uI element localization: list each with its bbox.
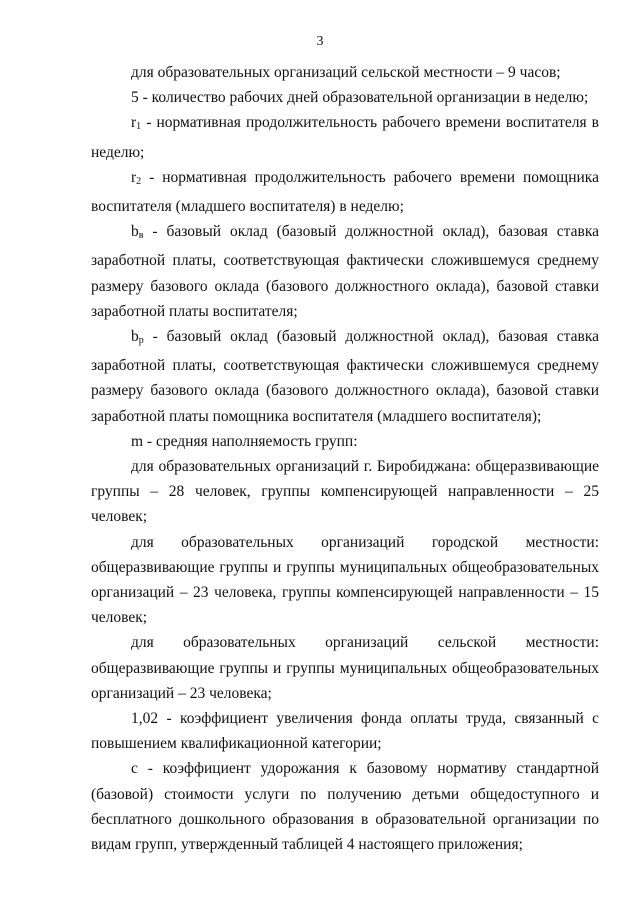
symbol-subscript: р	[138, 335, 144, 347]
paragraph	[91, 630, 599, 706]
paragraph-text: - нормативная продолжительность рабочего времени воспитателя в неделю;	[91, 114, 599, 161]
symbol: b	[131, 223, 139, 241]
paragraph-text: - базовый оклад (базовый должностной оклад), базовая ставка заработной платы, соответствующая фактически сложившемуся среднему размеру базового оклада (базового должностного оклада), базовой ставки заработной платы воспитателя;	[91, 223, 599, 320]
paragraph-text: - базовый оклад (базовый должностной оклад), базовая ставка заработной платы, соответствующая фактически сложившемуся среднему размеру базового оклада (базового должностного оклада), базовой ставки заработной платы помощника воспитателя (младшего воспитателя);	[91, 328, 599, 425]
symbol: b	[131, 328, 139, 346]
document-body	[91, 60, 599, 857]
paragraph	[91, 454, 599, 530]
paragraph-text: для образовательных организаций сельской местности: общеразвивающие группы и группы муниципальных общеобразовательных организаций – 23 человека;	[91, 634, 599, 702]
paragraph	[91, 429, 599, 454]
paragraph-text: m - средняя наполняемость групп:	[131, 432, 358, 450]
paragraph-br-definition	[91, 324, 599, 429]
page-number: 3	[316, 34, 324, 49]
paragraph-text: - нормативная продолжительность рабочего времени помощника воспитателя (младшего воспитателя) в неделю;	[91, 168, 599, 216]
symbol-subscript: 1	[136, 121, 142, 133]
paragraph	[91, 756, 599, 857]
paragraph	[91, 530, 599, 631]
symbol: r	[131, 114, 137, 132]
paragraph-text: 1,02 - коэффициент увеличения фонда оплаты труда, связанный с повышением квалификационной категории;	[91, 710, 599, 753]
symbol: r	[131, 168, 137, 186]
paragraph-text: 5 - количество рабочих дней образовательной организации в неделю;	[131, 89, 589, 107]
symbol-subscript: 2	[136, 175, 142, 187]
paragraph-bv-definition	[91, 219, 599, 324]
paragraph-text: для образовательных организаций сельской местности – 9 часов;	[131, 64, 561, 81]
paragraph	[91, 60, 599, 85]
paragraph	[91, 85, 599, 110]
paragraph-text: с - коэффициент удорожания к базовому нормативу стандартной (базовой) стоимости услуги по получению детьми общедоступного и бесплатного дошкольного образования в образовательной организации по видам групп, утвержденный таблицей 4 настоящего приложения;	[91, 760, 599, 854]
paragraph-r1-definition	[91, 110, 599, 164]
symbol-subscript: в	[138, 230, 144, 242]
paragraph-text: для образовательных организаций городской местности: общеразвивающие группы и группы муниципальных общеобразовательных организаций – 23 человека, группы компенсирующей направленности – 15 человек;	[91, 533, 599, 627]
paragraph	[91, 706, 599, 756]
paragraph-r2-definition	[91, 165, 599, 219]
paragraph-text: для образовательных организаций г. Биробиджана: общеразвивающие группы – 28 человек, группы компенсирующей направленности – 25 человек;	[91, 458, 599, 526]
